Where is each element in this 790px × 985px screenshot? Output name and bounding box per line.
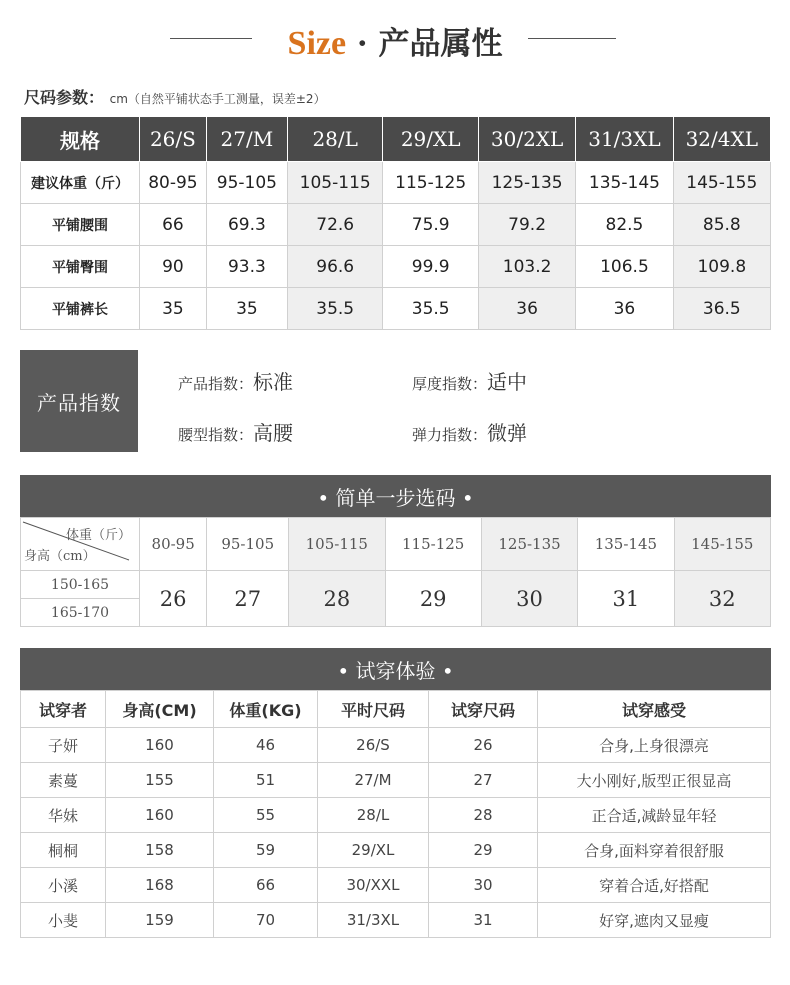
table-cell: 正合适,减龄显年轻: [538, 798, 771, 833]
tester-name: 小斐: [21, 903, 106, 938]
size-table: [20, 116, 771, 330]
quick-size-table: [20, 517, 771, 627]
size-cell: 31: [578, 571, 674, 627]
table-cell: 30: [429, 868, 538, 903]
table-cell: 106.5: [576, 246, 673, 288]
column-header: 身高(CM): [106, 691, 214, 728]
table-cell: 109.8: [673, 246, 770, 288]
table-cell: 82.5: [576, 204, 673, 246]
size-cell: 26: [140, 571, 207, 627]
table-cell: 66: [214, 868, 318, 903]
size-header: 28/L: [287, 117, 382, 162]
table-cell: 135-145: [576, 162, 673, 204]
index-item: [178, 366, 293, 395]
trial-bar: • 试穿体验 •: [20, 648, 771, 690]
weight-row: [21, 518, 771, 571]
table-cell: 66: [140, 204, 207, 246]
table-cell: 26: [429, 728, 538, 763]
table-cell: 90: [140, 246, 207, 288]
table-cell: 28: [429, 798, 538, 833]
table-cell: 28/L: [318, 798, 429, 833]
table-cell: 72.6: [287, 204, 382, 246]
weight-cell: 125-135: [481, 518, 577, 571]
table-cell: 93.3: [206, 246, 287, 288]
size-cell: 32: [674, 571, 770, 627]
title-dot: ·: [356, 26, 368, 62]
table-cell: 46: [214, 728, 318, 763]
table-cell: 160: [106, 728, 214, 763]
table-cell: 36: [576, 288, 673, 330]
table-cell: 36.5: [673, 288, 770, 330]
size-header: 26/S: [140, 117, 207, 162]
table-cell: 79.2: [478, 204, 575, 246]
title-en: Size: [287, 25, 347, 62]
table-row: [21, 728, 771, 763]
table-row: [21, 763, 771, 798]
table-cell: 158: [106, 833, 214, 868]
row-label: 建议体重（斤）: [21, 162, 140, 204]
table-row: [21, 798, 771, 833]
size-header: 29/XL: [383, 117, 478, 162]
table-cell: 35.5: [287, 288, 382, 330]
size-table-header: [21, 117, 771, 162]
trial-table: [20, 690, 771, 938]
tester-name: 素蔓: [21, 763, 106, 798]
table-cell: 合身,上身很漂亮: [538, 728, 771, 763]
row-label: 平铺臀围: [21, 246, 140, 288]
table-cell: 75.9: [383, 204, 478, 246]
weight-cell: 115-125: [385, 518, 481, 571]
table-cell: 55: [214, 798, 318, 833]
size-cell: 30: [481, 571, 577, 627]
table-cell: 155: [106, 763, 214, 798]
table-cell: 大小刚好,版型正很显高: [538, 763, 771, 798]
table-cell: 合身,面料穿着很舒服: [538, 833, 771, 868]
table-cell: 59: [214, 833, 318, 868]
size-params-note: cm（自然平铺状态手工测量，误差±2）: [109, 92, 326, 106]
corner-cell: [21, 518, 140, 571]
size-cell: 27: [207, 571, 289, 627]
corner-height-label: 身高（cm）: [24, 549, 96, 564]
table-row: [21, 162, 771, 204]
weight-cell: 145-155: [674, 518, 770, 571]
title-zh: 产品属性: [378, 26, 503, 62]
table-cell: 35: [140, 288, 207, 330]
column-header: 体重(KG): [214, 691, 318, 728]
tester-name: 桐桐: [21, 833, 106, 868]
table-row: [21, 246, 771, 288]
trial-header-row: [21, 691, 771, 728]
weight-cell: 80-95: [140, 518, 207, 571]
page-title: [0, 18, 790, 63]
size-params: [24, 85, 326, 108]
table-row: [21, 204, 771, 246]
table-cell: 69.3: [206, 204, 287, 246]
column-header: 试穿尺码: [429, 691, 538, 728]
index-item: [412, 366, 527, 395]
table-cell: 145-155: [673, 162, 770, 204]
table-row: [21, 868, 771, 903]
table-cell: 好穿,遮肉又显瘦: [538, 903, 771, 938]
size-header: 31/3XL: [576, 117, 673, 162]
index-item: [412, 417, 527, 446]
index-item: [178, 417, 293, 446]
table-cell: 35.5: [383, 288, 478, 330]
row-label: 平铺裤长: [21, 288, 140, 330]
table-cell: 99.9: [383, 246, 478, 288]
table-cell: 85.8: [673, 204, 770, 246]
tester-name: 华妹: [21, 798, 106, 833]
corner-diagonal: [21, 518, 139, 570]
size-cell: 28: [289, 571, 385, 627]
corner-weight-label: 体重（斤）: [65, 528, 131, 543]
weight-cell: 95-105: [207, 518, 289, 571]
column-header: 试穿感受: [538, 691, 771, 728]
table-cell: 51: [214, 763, 318, 798]
table-cell: 27: [429, 763, 538, 798]
table-row: [21, 288, 771, 330]
table-cell: 160: [106, 798, 214, 833]
table-cell: 35: [206, 288, 287, 330]
product-index-box: 产品指数: [20, 350, 138, 452]
index-value: 标准: [253, 370, 294, 394]
column-header: 平时尺码: [318, 691, 429, 728]
index-key: 腰型指数：: [178, 426, 254, 444]
table-cell: 36: [478, 288, 575, 330]
index-value: 高腰: [253, 421, 294, 445]
height-cell: 165-170: [21, 599, 140, 627]
table-cell: 115-125: [383, 162, 478, 204]
table-cell: 105-115: [287, 162, 382, 204]
size-cell: 29: [385, 571, 481, 627]
table-cell: 30/XXL: [318, 868, 429, 903]
index-value: 适中: [487, 370, 528, 394]
tester-name: 小溪: [21, 868, 106, 903]
table-cell: 103.2: [478, 246, 575, 288]
table-cell: 27/M: [318, 763, 429, 798]
size-header: 27/M: [206, 117, 287, 162]
height-row: [21, 571, 771, 599]
tester-name: 子妍: [21, 728, 106, 763]
table-cell: 168: [106, 868, 214, 903]
table-cell: 26/S: [318, 728, 429, 763]
weight-cell: 105-115: [289, 518, 385, 571]
index-key: 产品指数：: [178, 375, 254, 393]
table-cell: 96.6: [287, 246, 382, 288]
column-header: 试穿者: [21, 691, 106, 728]
table-cell: 125-135: [478, 162, 575, 204]
size-header: 30/2XL: [478, 117, 575, 162]
size-params-label: 尺码参数：: [24, 88, 105, 107]
table-cell: 穿着合适,好搭配: [538, 868, 771, 903]
table-cell: 31: [429, 903, 538, 938]
table-cell: 29: [429, 833, 538, 868]
table-cell: 31/3XL: [318, 903, 429, 938]
table-row: [21, 903, 771, 938]
index-key: 厚度指数：: [412, 375, 488, 393]
quick-size-bar: • 简单一步选码 •: [20, 475, 771, 517]
size-header: 32/4XL: [673, 117, 770, 162]
table-cell: 70: [214, 903, 318, 938]
table-cell: 95-105: [206, 162, 287, 204]
row-label: 平铺腰围: [21, 204, 140, 246]
index-value: 微弹: [487, 421, 528, 445]
height-cell: 150-165: [21, 571, 140, 599]
index-key: 弹力指数：: [412, 426, 488, 444]
table-cell: 29/XL: [318, 833, 429, 868]
weight-cell: 135-145: [578, 518, 674, 571]
table-row: [21, 833, 771, 868]
spec-header: 规格: [21, 117, 140, 162]
table-cell: 159: [106, 903, 214, 938]
table-cell: 80-95: [140, 162, 207, 204]
